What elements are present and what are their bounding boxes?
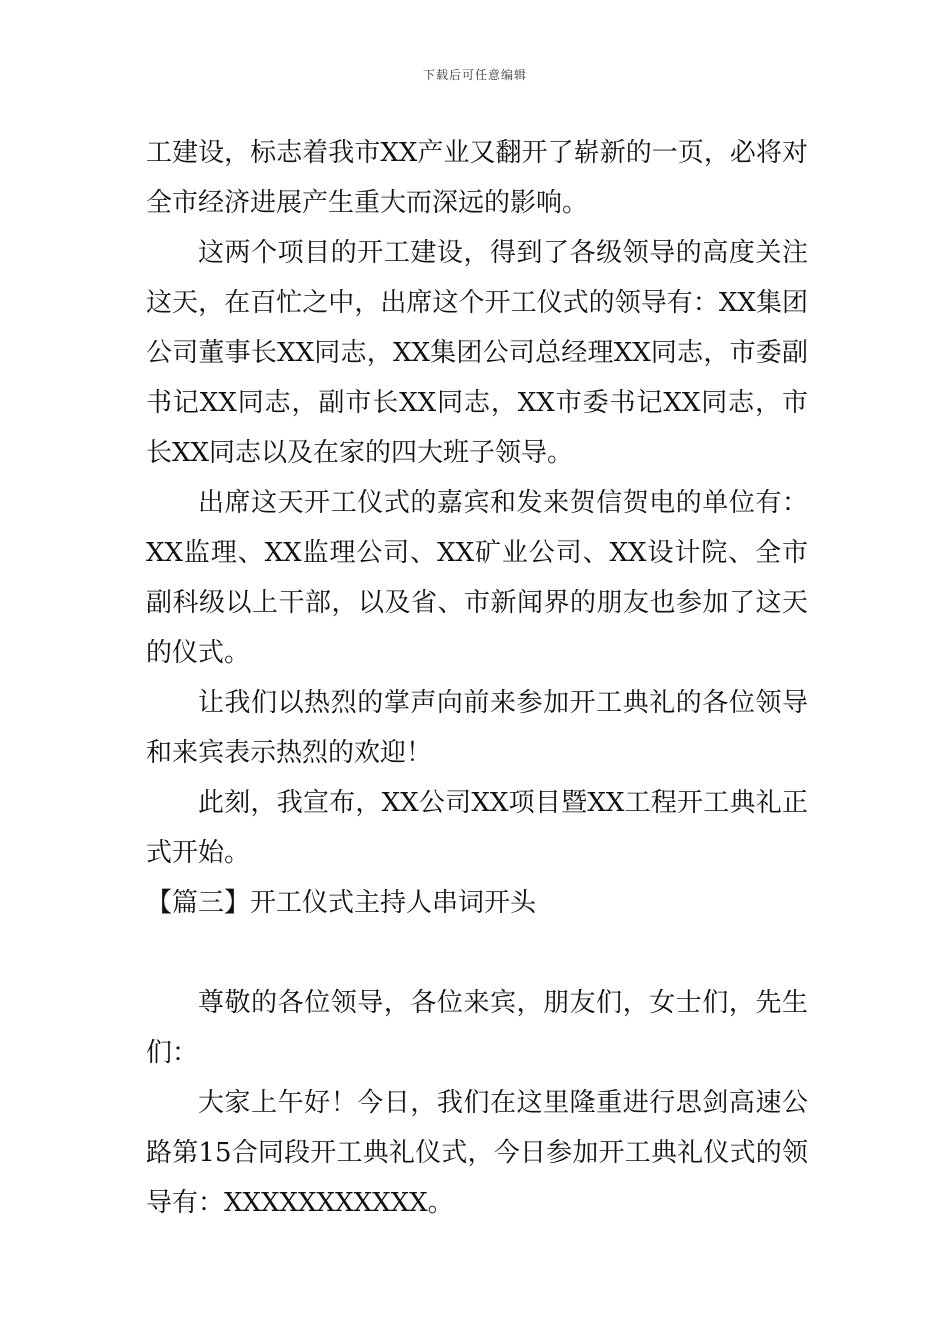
paragraph-announcement: 此刻，我宣布，XX公司XX项目暨XX工程开工典礼正式开始。 xyxy=(146,788,808,868)
section-spacer xyxy=(146,928,808,978)
paragraph-guests: 出席这天开工仪式的嘉宾和发来贺信贺电的单位有：XX监理、XX监理公司、XX矿业公司、XX设计院、全市副科级以上干部，以及省、市新闻界的朋友也参加了这天的仪式。 xyxy=(146,488,808,668)
section-heading: 【篇三】开工仪式主持人串词开头 xyxy=(146,888,537,918)
document-body xyxy=(146,128,808,1228)
paragraph-welcome: 让我们以热烈的掌声向前来参加开工典礼的各位领导和来宾表示热烈的欢迎！ xyxy=(146,688,808,768)
paragraph-leaders: 这两个项目的开工建设，得到了各级领导的高度关注这天，在百忙之中，出席这个开工仪式的领导有：XX集团公司董事长XX同志，XX集团公司总经理XX同志，市委副书记XX同志，副市长XX同志，XX市委书记XX同志，市长XX同志以及在家的四大班子领导。 xyxy=(146,238,808,468)
paragraph-greeting: 尊敬的各位领导，各位来宾，朋友们，女士们，先生们： xyxy=(146,988,808,1068)
paragraph-opening: 大家上午好！今日，我们在这里隆重进行思剑高速公路第15合同段开工典礼仪式，今日参加开工典礼仪式的领导有：XXXXXXXXXXX。 xyxy=(146,1088,808,1218)
page-header-note: 下载后可任意编辑 xyxy=(422,68,527,82)
paragraph-continuation: 工建设，标志着我市XX产业又翻开了崭新的一页，必将对全市经济进展产生重大而深远的影响。 xyxy=(146,138,808,218)
